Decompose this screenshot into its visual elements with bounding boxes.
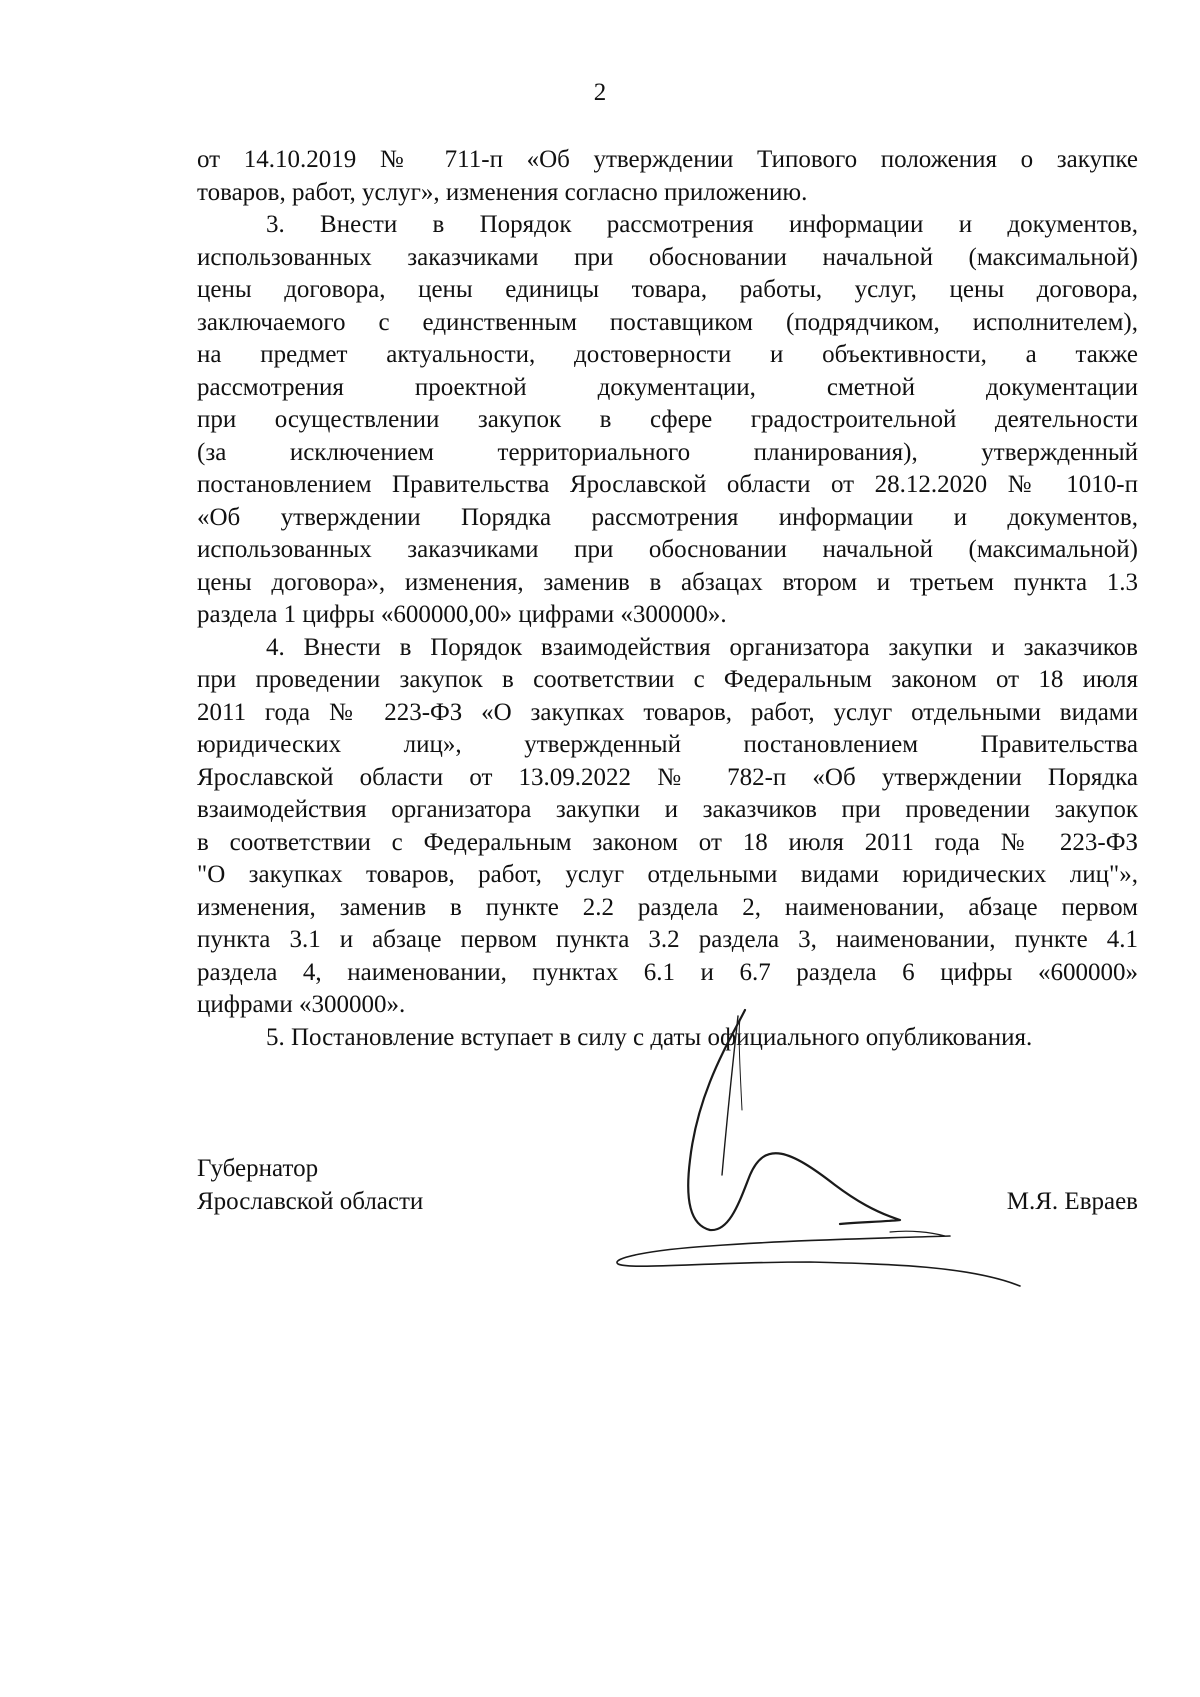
- page-number: 2: [593, 79, 607, 106]
- text-line: цифрами «300000».: [197, 991, 406, 1018]
- text-line: 2011 года № 223-ФЗ «О закупках товаров, работ, услуг отдельными видами: [197, 698, 1138, 726]
- text-line: цены договора», изменения, заменив в абзацах втором и третьем пункта 1.3: [197, 568, 1138, 596]
- text-line: заключаемого с единственным поставщиком (подрядчиком, исполнителем),: [197, 308, 1138, 336]
- text-line: использованных заказчиками при обосновании начальной (максимальной): [197, 536, 1138, 563]
- text-line: раздела 4, наименовании, пунктах 6.1 и 6.7 раздела 6 цифры «600000»: [197, 958, 1138, 986]
- text-line: цены договора, цены единицы товара, работы, услуг, цены договора,: [197, 276, 1138, 303]
- text-line: 5. Постановление вступает в силу с даты официального опубликования.: [266, 1023, 1033, 1051]
- text-line: раздела 1 цифры «600000,00» цифрами «300000».: [197, 601, 727, 628]
- signer-name: М.Я. Евраев: [1006, 1187, 1138, 1215]
- text-line: товаров, работ, услуг», изменения согласно приложению.: [197, 178, 808, 206]
- text-line: постановлением Правительства Ярославской области от 28.12.2020 № 1010-п: [197, 471, 1138, 498]
- text-line: 4. Внести в Порядок взаимодействия организатора закупки и заказчиков: [266, 633, 1138, 661]
- paragraph-item-4: [197, 632, 1138, 1022]
- text-line: использованных заказчиками при обосновании начальной (максимальной): [197, 243, 1138, 271]
- document-body: [197, 144, 1138, 1054]
- text-line: при проведении закупок в соответствии с Федеральным законом от 18 июля: [197, 666, 1138, 693]
- paragraph-continuation: [197, 144, 1138, 209]
- text-line: "О закупках товаров, работ, услуг отдельными видами юридических лиц"»,: [197, 861, 1138, 888]
- text-line: (за исключением территориального планирования), утвержденный: [197, 438, 1138, 466]
- text-line: «Об утверждении Порядка рассмотрения информации и документов,: [197, 503, 1138, 531]
- text-line: на предмет актуальности, достоверности и объективности, а также: [197, 341, 1138, 368]
- text-line: изменения, заменив в пункте 2.2 раздела 2, наименовании, абзаце первом: [197, 893, 1138, 921]
- signer-region: Ярославской области: [197, 1187, 424, 1215]
- signature-block: [197, 1153, 1138, 1218]
- signer-position: Губернатор: [197, 1155, 319, 1182]
- text-line: при осуществлении закупок в сфере градостроительной деятельности: [197, 406, 1138, 433]
- text-line: Ярославской области от 13.09.2022 № 782-п «Об утверждении Порядка: [197, 763, 1138, 791]
- text-line: в соответствии с Федеральным законом от 18 июля 2011 года № 223-ФЗ: [197, 828, 1138, 856]
- text-line: пункта 3.1 и абзаце первом пункта 3.2 раздела 3, наименовании, пункте 4.1: [197, 926, 1138, 953]
- text-line: рассмотрения проектной документации, сметной документации: [197, 373, 1138, 401]
- text-line: взаимодействия организатора закупки и заказчиков при проведении закупок: [197, 796, 1138, 823]
- paragraph-item-3: [197, 209, 1138, 632]
- text-line: от 14.10.2019 № 711-п «Об утверждении Типового положения о закупке: [197, 146, 1138, 173]
- text-line: юридических лиц», утвержденный постановлением Правительства: [197, 731, 1138, 758]
- text-line: 3. Внести в Порядок рассмотрения информации и документов,: [266, 211, 1138, 238]
